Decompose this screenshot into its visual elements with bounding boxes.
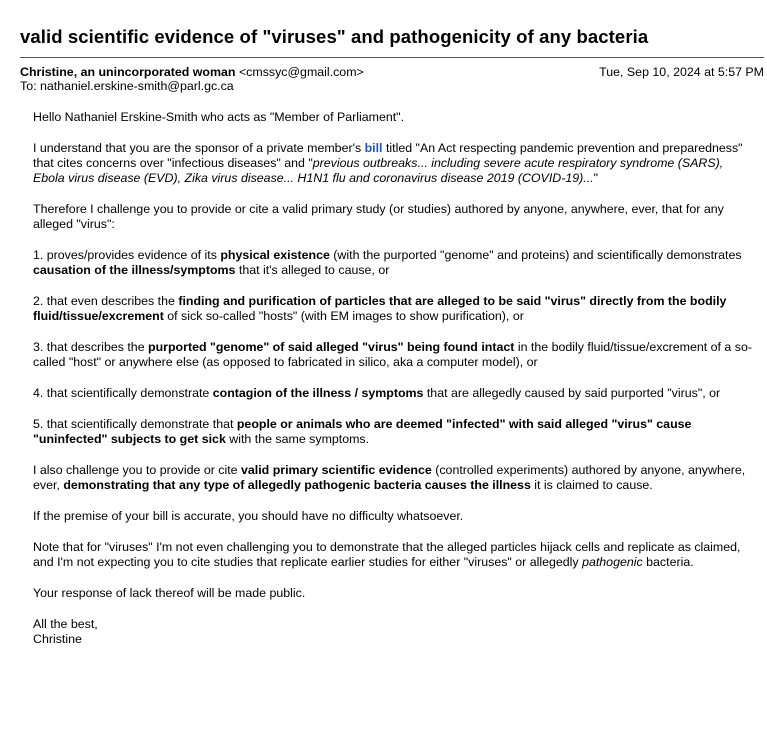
sent-date: Tue, Sep 10, 2024 at 5:57 PM — [599, 65, 764, 79]
list-item-3 — [33, 340, 758, 370]
text: titled "An Act respecting pandemic prevention and preparedness" that cites concerns over "infectious diseases" and " — [33, 141, 743, 170]
text: 3. that describes the — [33, 340, 149, 354]
emphasis: demonstrating that any type of allegedly pathogenic bacteria causes the illness — [63, 478, 531, 492]
text: that are allegedly caused by said purported "virus", or — [423, 386, 721, 400]
greeting: Hello Nathaniel Erskine-Smith who acts as "Member of Parliament". — [33, 110, 405, 124]
text: bacteria. — [642, 555, 694, 569]
email-subject: valid scientific evidence of "viruses" and pathogenicity of any bacteria — [20, 26, 649, 47]
paragraph-bill — [33, 141, 758, 186]
emphasis: valid primary scientific evidence — [241, 463, 432, 477]
list-item-2 — [33, 294, 758, 324]
signoff: All the best, — [33, 617, 98, 631]
header-divider — [20, 57, 764, 58]
paragraph-bacteria — [33, 463, 758, 493]
paragraph-premise: If the premise of your bill is accurate, you should have no difficulty whatsoever. — [33, 509, 464, 523]
emphasis: causation of the illness/symptoms — [33, 263, 236, 277]
text: 4. that scientifically demonstrate — [33, 386, 213, 400]
email-header — [20, 65, 764, 93]
paragraph-challenge: Therefore I challenge you to provide or cite a valid primary study (or studies) authored by anyone, anywhere, ever, that for any alleged "virus": — [33, 202, 724, 231]
to-label: To: — [20, 79, 37, 93]
paragraph-note — [33, 540, 758, 570]
text: in the bodily fluid/tissue/excrement of a so-called "host" or anywhere else (as opposed to fabricated in silico, aka a computer model), or — [33, 340, 752, 369]
emphasis: physical existence — [220, 248, 330, 262]
sender — [20, 65, 364, 79]
emphasis: purported "genome" of said alleged "virus" being found intact — [148, 340, 515, 354]
text: " — [593, 171, 598, 185]
bill-link[interactable]: bill — [364, 141, 383, 155]
text: it is claimed to cause. — [530, 478, 653, 492]
signature: Christine — [33, 632, 82, 646]
list-item-1 — [33, 248, 758, 278]
emphasis: finding and purification of particles that are alleged to be said "virus" directly from the bodily fluid/tissue/excrement — [33, 294, 727, 323]
email-body — [33, 110, 758, 647]
text: Note that for "viruses" I'm not even challenging you to demonstrate that the alleged particles hijack cells and replicate as claimed, and I'm not expecting you to cite studies that replicate earlier studies for either "viruses" or allegedly — [33, 540, 741, 569]
paragraph-public: Your response of lack thereof will be made public. — [33, 586, 306, 600]
text: I understand that you are the sponsor of a private member's — [33, 141, 365, 155]
recipient-row — [20, 79, 764, 93]
text: 5. that scientifically demonstrate that — [33, 417, 237, 431]
text: (with the purported "genome" and proteins) and scientifically demonstrates — [329, 248, 742, 262]
text: of sick so-called "hosts" (with EM images to show purification), or — [163, 309, 524, 323]
sender-name: Christine, an unincorporated woman — [20, 65, 236, 79]
text: I also challenge you to provide or cite — [33, 463, 242, 477]
sender-email: <cmssyc@gmail.com> — [238, 65, 364, 79]
text: 2. that even describes the — [33, 294, 179, 308]
list-item-4 — [33, 386, 758, 401]
recipient-email: nathaniel.erskine-smith@parl.gc.ca — [39, 79, 234, 93]
text: (controlled experiments) authored by anyone, anywhere, ever, — [33, 463, 746, 492]
italic-text: pathogenic — [582, 555, 643, 569]
list-item-5 — [33, 417, 758, 447]
text: that it's alleged to cause, or — [235, 263, 390, 277]
emphasis: contagion of the illness / symptoms — [212, 386, 424, 400]
quote-text: previous outbreaks... including severe acute respiratory syndrome (SARS), Ebola virus disease (EVD), Zika virus disease... H1N1 flu and coronavirus disease 2019 (COVID-19)... — [33, 156, 724, 185]
text: with the same symptoms. — [225, 432, 370, 446]
from-row — [20, 65, 764, 79]
text: 1. proves/provides evidence of its — [33, 248, 221, 262]
emphasis: people or animals who are deemed "infected" with said alleged "virus" cause "uninfected" subjects to get sick — [33, 417, 692, 446]
